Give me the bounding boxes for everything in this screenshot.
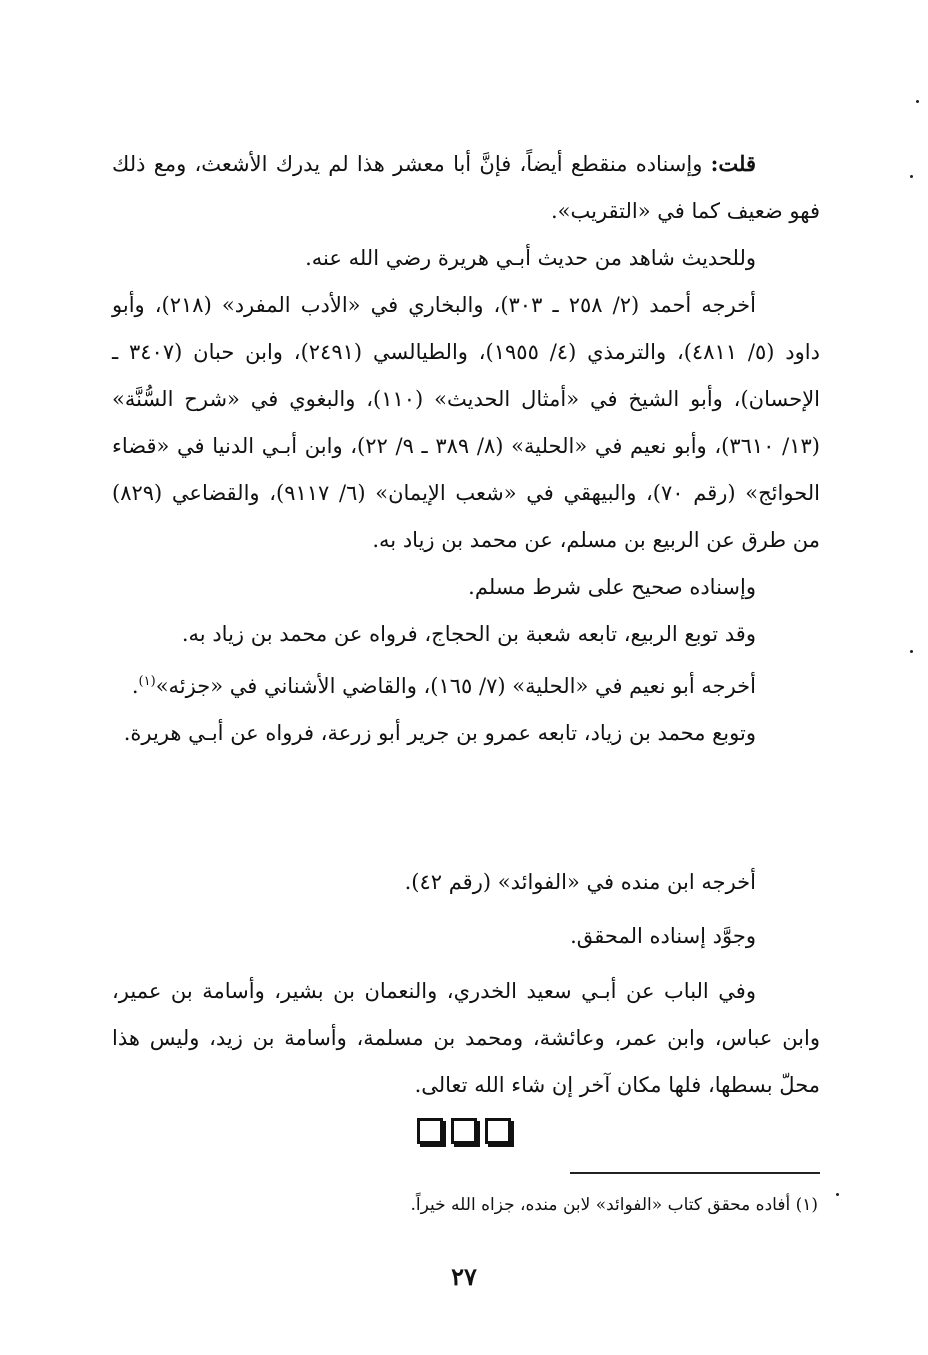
paragraph-text: وإسناده منقطع أيضاً، فإنَّ أبا معشر هذا لم يدرك الأشعث، ومع ذلك فهو ضعيف كما في «التقريب».: [112, 152, 820, 223]
paragraph-text: أخرجه أبو نعيم في «الحلية» (٧/ ١٦٥)، والقاضي الأشناني في «جزئه»: [155, 674, 756, 698]
paragraph: [112, 968, 820, 1109]
paragraph: [112, 564, 820, 611]
body-text-closing: [112, 968, 820, 1109]
paragraph: [112, 140, 820, 235]
paragraph-text: وقد توبع الربيع، تابعه شعبة بن الحجاج، فرواه عن محمد بن زياد به.: [181, 622, 756, 646]
paragraph: [112, 912, 820, 960]
scan-speck: [836, 1193, 839, 1196]
paragraph: [112, 235, 820, 282]
body-text-upper: [112, 140, 820, 757]
page-number: ٢٧: [451, 1262, 477, 1291]
footnote-divider: [570, 1172, 820, 1174]
paragraph-lead: قلت:: [710, 151, 756, 176]
separator-square: [485, 1118, 511, 1144]
footnote-marker: (١): [795, 1195, 818, 1215]
paragraph: [112, 852, 820, 912]
scan-speck: [910, 650, 913, 653]
paragraph: [112, 710, 820, 757]
separator-square: [417, 1118, 443, 1144]
paragraph: [112, 611, 820, 658]
paragraph-text: وفي الباب عن أبـي سعيد الخدري، والنعمان بن بشير، وأسامة بن عمير، وابن عباس، وابن عمر، وعائشة، ومحمد بن مسلمة، وأسامة بن زيد، وليس هذا محلّ بسطها، فلها مكان آخر إن شاء الله تعالى.: [112, 979, 820, 1097]
separator-square: [451, 1118, 477, 1144]
paragraph-text: وجوَّد إسناده المحقق.: [570, 924, 756, 948]
footnote-text: أفاده محقق كتاب «الفوائد» لابن منده، جزاه الله خيراً.: [410, 1195, 791, 1215]
body-text-middle: [112, 852, 820, 960]
footnote-ref[interactable]: (١): [138, 674, 156, 689]
paragraph-text: أخرجه ابن منده في «الفوائد» (رقم ٤٢).: [404, 870, 756, 894]
paragraph-text: وللحديث شاهد من حديث أبـي هريرة رضي الله عنه.: [305, 246, 756, 270]
section-separator: [0, 1118, 928, 1158]
paragraph-text: وتوبع محمد بن زياد، تابعه عمرو بن جرير أبو زرعة، فرواه عن أبـي هريرة.: [123, 721, 756, 745]
paragraph: [112, 658, 820, 710]
paragraph-text: أخرجه أحمد (٢/ ٢٥٨ ـ ٣٠٣)، والبخاري في «الأدب المفرد» (٢١٨)، وأبو داود (٥/ ٤٨١١)، والترمذي (٤/ ١٩٥٥)، والطيالسي (٢٤٩١)، وابن حبان (٣٤٠٧ ـ الإحسان)، وأبو الشيخ في «أمثال الحديث» (١١٠)، والبغوي في «شرح السُّنَّة» (١٣/ ٣٦١٠)، وأبو نعيم في «الحلية» (٨/ ٣٨٩ ـ ٩/ ٢٢)، وابن أبـي الدنيا في «قضاء الحوائج» (رقم ٧٠)، والبيهقي في «شعب الإيمان» (٦/ ٩١١٧)، والقضاعي (٨٢٩) من طرق عن الربيع بن مسلم، عن محمد بن زياد به.: [112, 293, 821, 552]
paragraph: [112, 282, 820, 564]
paragraph-tail: .: [131, 674, 139, 698]
paragraph-text: وإسناده صحيح على شرط مسلم.: [468, 575, 756, 599]
scan-speck: [910, 175, 913, 178]
scan-speck: [916, 100, 919, 103]
footnote: [300, 1190, 818, 1220]
